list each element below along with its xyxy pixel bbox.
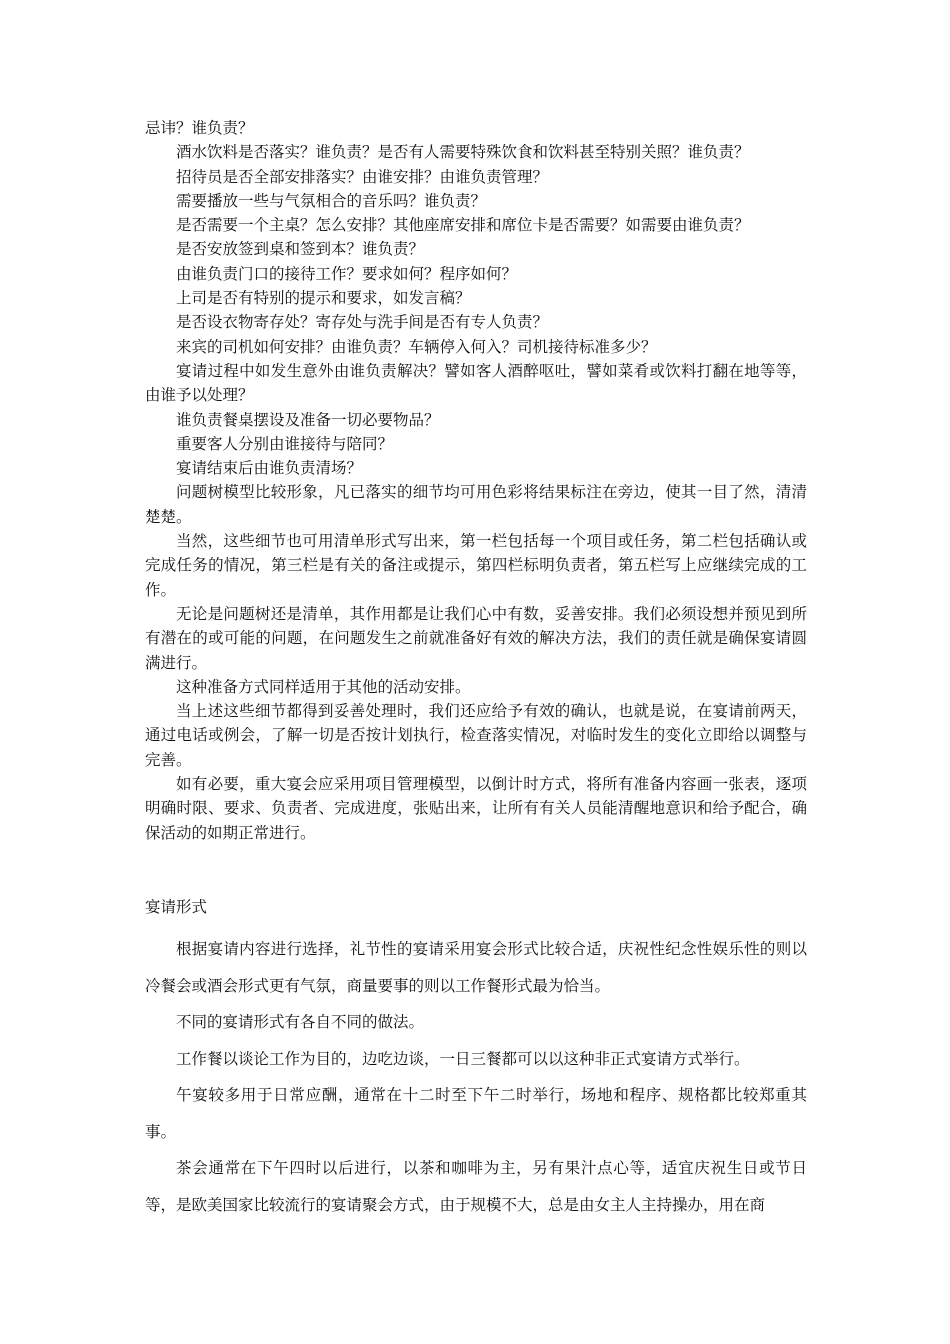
- paragraph: 工作餐以谈论工作为目的，边吃边谈，一日三餐都可以以这种非正式宴请方式举行。: [176, 1049, 750, 1068]
- banquet-forms-section: [145, 895, 807, 1223]
- paragraph: 需要播放一些与气氛相合的音乐吗？谁负责？: [176, 191, 487, 210]
- banquet-checklist-section: [145, 116, 807, 845]
- paragraph: 谁负责餐桌摆设及准备一切必要物品？: [176, 410, 440, 429]
- paragraph: 当然，这些细节也可用清单形式写出来，第一栏包括每一个项目或任务，第二栏包括确认或完成任务的情况，第三栏是有关的备注或提示，第四栏标明负责者，第五栏写上应继续完成的工作。: [145, 532, 807, 599]
- paragraph: 忌讳？谁负责？: [145, 119, 254, 137]
- paragraph: 宴请过程中如发生意外由谁负责解决？譬如客人酒醉呕吐，譬如菜肴或饮料打翻在地等等，由谁予以处理？: [145, 361, 807, 405]
- paragraph: 由谁负责门口的接待工作？要求如何？程序如何？: [176, 264, 518, 283]
- paragraph: 当上述这些细节都得到妥善处理时，我们还应给予有效的确认，也就是说，在宴请前两天，通过电话或例会，了解一切是否按计划执行，检查落实情况，对临时发生的变化立即给以调整与完善。: [145, 702, 807, 769]
- paragraph: 不同的宴请形式有各自不同的做法。: [176, 1013, 425, 1032]
- paragraph: 如有必要，重大宴会应采用项目管理模型，以倒计时方式，将所有准备内容画一张表，逐项明确时限、要求、负责者、完成进度，张贴出来，让所有有关人员能清醒地意识和给予配合，确保活动的如期正常进行。: [145, 775, 807, 842]
- paragraph: 根据宴请内容进行选择，礼节性的宴请采用宴会形式比较合适，庆祝性纪念性娱乐性的则以冷餐会或酒会形式更有气氛，商量要事的则以工作餐形式最为恰当。: [145, 940, 807, 995]
- section-heading: 宴请形式: [145, 898, 208, 916]
- paragraph: 茶会通常在下午四时以后进行，以茶和咖啡为主，另有果汁点心等，适宜庆祝生日或节日等，是欧美国家比较流行的宴请聚会方式，由于规模不大，总是由女主人主持操办，用在商: [145, 1159, 807, 1214]
- paragraph: 酒水饮料是否落实？谁负责？是否有人需要特殊饮食和饮料甚至特别关照？谁负责？: [176, 143, 750, 162]
- paragraph: 来宾的司机如何安排？由谁负责？车辆停入何入？司机接待标准多少？: [176, 337, 657, 356]
- paragraph: 是否需要一个主桌？怎么安排？其他座席安排和席位卡是否需要？如需要由谁负责？: [176, 216, 750, 235]
- paragraph: 重要客人分别由谁接待与陪同？: [176, 434, 394, 453]
- paragraph: 无论是问题树还是清单，其作用都是让我们心中有数，妥善安排。我们必须设想并预见到所有潜在的或可能的问题，在问题发生之前就准备好有效的解决方法，我们的责任就是确保宴请圆满进行。: [145, 604, 807, 672]
- paragraph: 问题树模型比较形象，凡已落实的细节均可用色彩将结果标注在旁边，使其一目了然，清清楚楚。: [145, 483, 807, 526]
- paragraph: 午宴较多用于日常应酬，通常在十二时至下午二时举行，场地和程序、规格都比较郑重其事。: [145, 1086, 807, 1141]
- paragraph: 是否设衣物寄存处？寄存处与洗手间是否有专人负责？: [176, 313, 549, 332]
- paragraph: 招待员是否全部安排落实？由谁安排？由谁负责管理？: [176, 167, 549, 186]
- paragraph: 是否安放签到桌和签到本？谁负责？: [176, 240, 425, 259]
- section-body: [145, 931, 807, 1223]
- paragraph: 上司是否有特别的提示和要求，如发言稿？: [176, 289, 471, 308]
- paragraph: 这种准备方式同样适用于其他的活动安排。: [176, 677, 471, 696]
- paragraph: 宴请结束后由谁负责清场？: [176, 459, 363, 478]
